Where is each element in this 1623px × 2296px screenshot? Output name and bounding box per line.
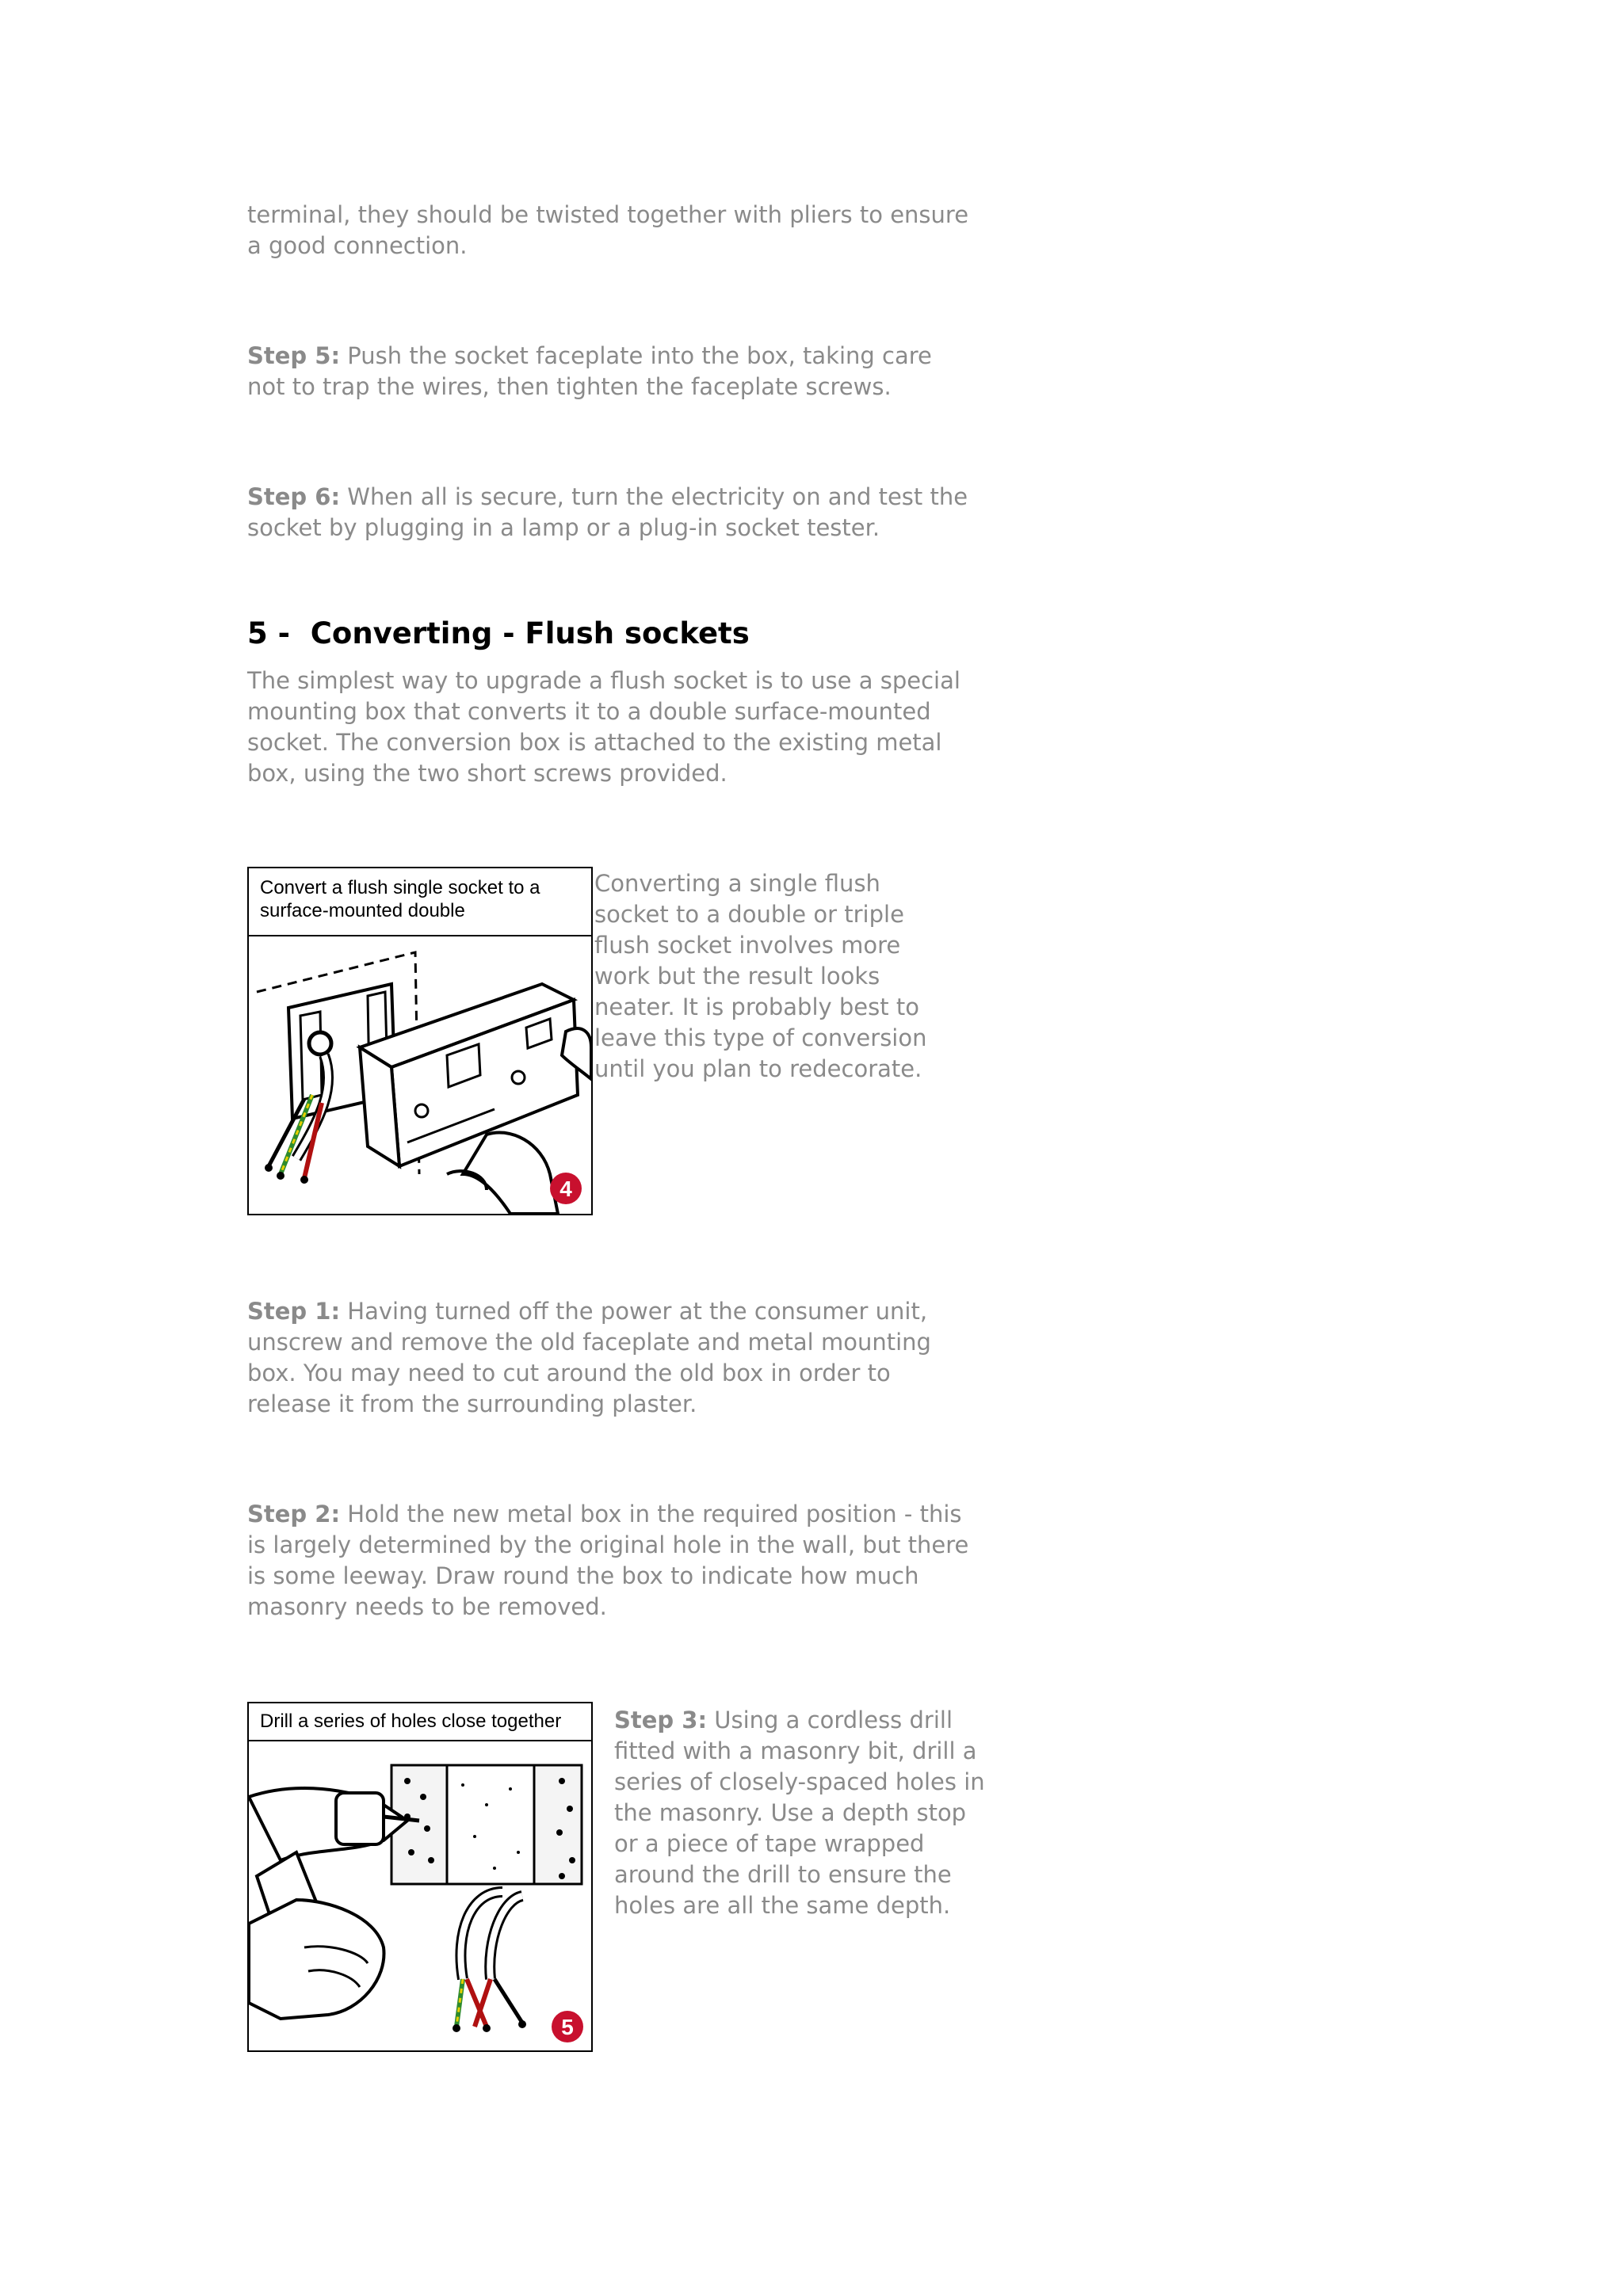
figure-5-illustration	[249, 1741, 591, 2050]
step-5-text: Push the socket faceplate into the box, taking care not to trap the wires, then tighten the faceplate screws.	[247, 342, 932, 400]
step-6-text: When all is secure, turn the electricity on and test the socket by plugging in a lamp or a plug-in socket tester.	[247, 483, 968, 541]
conversion-step-2-paragraph	[247, 1499, 976, 1623]
figure-5-caption: Drill a series of holes close together	[249, 1703, 591, 1741]
conversion-step-3-label: Step 3:	[614, 1707, 708, 1733]
step-6-label: Step 6:	[247, 483, 341, 510]
conversion-step-1-text: Having turned off the power at the consumer unit, unscrew and remove the old faceplate and metal mounting box. You may need to cut around the old box in order to release it from the surrounding plaster.	[247, 1298, 931, 1417]
socket-conversion-drawing	[249, 936, 591, 1214]
conversion-step-3-text: Using a cordless drill fitted with a masonry bit, drill a series of closely-spaced holes in the masonry. Use a depth stop or a piece of tape wrapped around the drill to ensure the holes are all the same depth.	[614, 1707, 985, 1919]
conversion-step-2-label: Step 2:	[247, 1501, 341, 1527]
intro-paragraph: terminal, they should be twisted together with pliers to ensure a good connection.	[247, 201, 969, 259]
figure-drill-holes	[247, 1702, 593, 2052]
section-intro-paragraph: The simplest way to upgrade a flush socket is to use a special mounting box that converts it to a double surface-mounted socket. The conversion box is attached to the existing metal box, using the two short screws provided.	[247, 667, 960, 787]
section-heading: 5 - Converting - Flush sockets	[247, 616, 750, 650]
figure-5-badge-label: 5	[561, 2015, 574, 2039]
figure-4-side-paragraph: Converting a single flush socket to a double or triple flush socket involves more work but the result looks neater. It is probably best to leave this type of conversion until you plan to redecorate.	[594, 870, 927, 1082]
step-5-label: Step 5:	[247, 342, 341, 369]
conversion-step-3-paragraph	[614, 1705, 987, 1921]
step-6-paragraph	[247, 482, 976, 543]
figure-convert-flush-socket	[247, 867, 593, 1215]
drill-holes-drawing	[249, 1741, 591, 2050]
conversion-step-1-label: Step 1:	[247, 1298, 341, 1325]
conversion-step-2-text: Hold the new metal box in the required position - this is largely determined by the original hole in the wall, but there is some leeway. Draw round the box to indicate how much masonry needs to be removed.	[247, 1501, 969, 1620]
step-5-paragraph	[247, 341, 976, 402]
figure-4-illustration	[249, 936, 591, 1214]
conversion-step-1-paragraph	[247, 1296, 976, 1420]
figure-4-badge-label: 4	[559, 1177, 572, 1201]
figure-4-caption: Convert a flush single socket to a surface-mounted double	[249, 868, 591, 936]
